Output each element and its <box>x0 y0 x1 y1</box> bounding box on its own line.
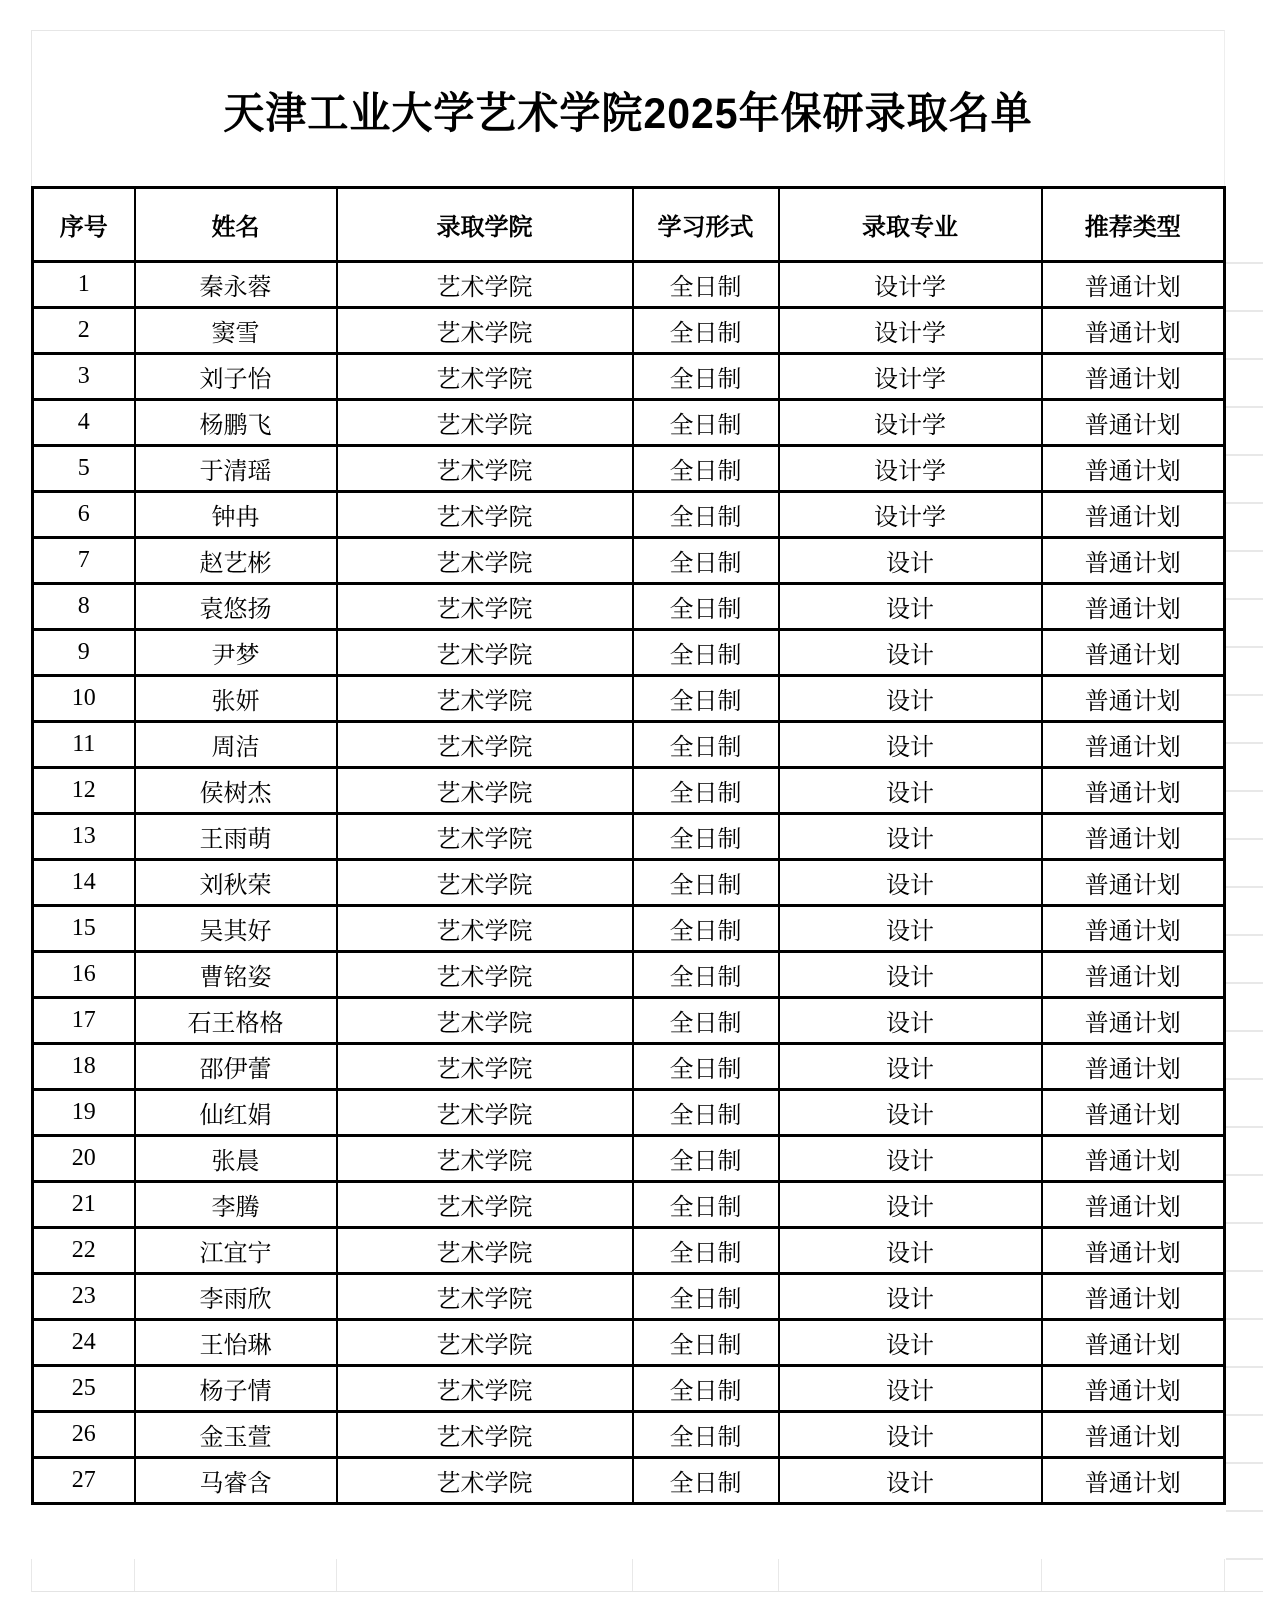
table-cell: 全日制 <box>633 998 779 1044</box>
table-cell: 7 <box>33 538 135 584</box>
table-cell: 普通计划 <box>1042 1274 1225 1320</box>
table-cell: 设计 <box>779 1182 1042 1228</box>
table-cell: 马睿含 <box>135 1458 337 1504</box>
table-cell: 窦雪 <box>135 308 337 354</box>
table-cell: 艺术学院 <box>337 308 633 354</box>
table-row <box>33 1274 1225 1320</box>
column-header-2: 录取学院 <box>337 188 633 262</box>
table-cell: 普通计划 <box>1042 400 1225 446</box>
table-cell: 设计 <box>779 860 1042 906</box>
table-cell: 艺术学院 <box>337 1136 633 1182</box>
table-cell: 设计 <box>779 1274 1042 1320</box>
table-cell: 张晨 <box>135 1136 337 1182</box>
table-row <box>33 1136 1225 1182</box>
table-cell: 15 <box>33 906 135 952</box>
table-cell: 设计 <box>779 538 1042 584</box>
table-cell: 19 <box>33 1090 135 1136</box>
gridline-continuation <box>1226 262 1263 1560</box>
table-cell: 艺术学院 <box>337 676 633 722</box>
table-cell: 设计 <box>779 998 1042 1044</box>
table-cell: 普通计划 <box>1042 906 1225 952</box>
column-header-1: 姓名 <box>135 188 337 262</box>
table-cell: 设计 <box>779 814 1042 860</box>
empty-cell <box>337 1559 633 1591</box>
table-cell: 设计 <box>779 1228 1042 1274</box>
table-cell: 张妍 <box>135 676 337 722</box>
table-cell: 14 <box>33 860 135 906</box>
table-cell: 设计 <box>779 1136 1042 1182</box>
table-cell: 设计学 <box>779 354 1042 400</box>
table-cell: 全日制 <box>633 1320 779 1366</box>
table-cell: 周洁 <box>135 722 337 768</box>
table-cell: 王雨萌 <box>135 814 337 860</box>
table-row <box>33 308 1225 354</box>
table-cell: 袁悠扬 <box>135 584 337 630</box>
table-row <box>33 998 1225 1044</box>
table-cell: 普通计划 <box>1042 998 1225 1044</box>
table-cell: 艺术学院 <box>337 584 633 630</box>
table-cell: 艺术学院 <box>337 1274 633 1320</box>
table-cell: 12 <box>33 768 135 814</box>
table-cell: 全日制 <box>633 906 779 952</box>
empty-cell <box>779 1559 1042 1591</box>
table-cell: 普通计划 <box>1042 1412 1225 1458</box>
table-cell: 普通计划 <box>1042 860 1225 906</box>
table-cell: 设计 <box>779 1412 1042 1458</box>
table-cell: 23 <box>33 1274 135 1320</box>
table-cell: 金玉萱 <box>135 1412 337 1458</box>
table-cell: 普通计划 <box>1042 1136 1225 1182</box>
table-cell: 江宜宁 <box>135 1228 337 1274</box>
table-cell: 20 <box>33 1136 135 1182</box>
table-cell: 艺术学院 <box>337 814 633 860</box>
table-cell: 普通计划 <box>1042 538 1225 584</box>
table-cell: 王怡琳 <box>135 1320 337 1366</box>
table-cell: 17 <box>33 998 135 1044</box>
table-cell: 艺术学院 <box>337 1044 633 1090</box>
table-cell: 设计学 <box>779 446 1042 492</box>
table-cell: 6 <box>33 492 135 538</box>
table-cell: 侯树杰 <box>135 768 337 814</box>
table-cell: 艺术学院 <box>337 998 633 1044</box>
title-block <box>31 30 1225 187</box>
table-row <box>33 538 1225 584</box>
table-cell: 艺术学院 <box>337 354 633 400</box>
table-cell: 13 <box>33 814 135 860</box>
empty-cell <box>633 1559 779 1591</box>
page-title: 天津工业大学艺术学院2025年保研录取名单 <box>223 88 1033 137</box>
table-cell: 艺术学院 <box>337 400 633 446</box>
table-cell: 设计 <box>779 584 1042 630</box>
table-cell: 设计 <box>779 906 1042 952</box>
table-cell: 设计学 <box>779 262 1042 308</box>
table-cell: 9 <box>33 630 135 676</box>
table-cell: 艺术学院 <box>337 1090 633 1136</box>
table-cell: 艺术学院 <box>337 1320 633 1366</box>
table-row <box>33 1320 1225 1366</box>
table-cell: 设计 <box>779 1320 1042 1366</box>
table-cell: 27 <box>33 1458 135 1504</box>
table-row <box>33 952 1225 998</box>
table-row <box>33 1044 1225 1090</box>
table-cell: 全日制 <box>633 446 779 492</box>
table-row <box>33 906 1225 952</box>
table-cell: 设计学 <box>779 492 1042 538</box>
table-row <box>33 814 1225 860</box>
table-cell: 全日制 <box>633 952 779 998</box>
table-cell: 2 <box>33 308 135 354</box>
table-row <box>33 262 1225 308</box>
table-cell: 全日制 <box>633 1182 779 1228</box>
table-cell: 全日制 <box>633 1044 779 1090</box>
table-cell: 艺术学院 <box>337 1228 633 1274</box>
table-cell: 设计 <box>779 1090 1042 1136</box>
table-cell: 普通计划 <box>1042 1228 1225 1274</box>
table-cell: 艺术学院 <box>337 1412 633 1458</box>
table-cell: 10 <box>33 676 135 722</box>
table-row <box>33 446 1225 492</box>
table-cell: 普通计划 <box>1042 722 1225 768</box>
table-cell: 设计学 <box>779 308 1042 354</box>
table-body <box>33 262 1225 1504</box>
table-cell: 普通计划 <box>1042 768 1225 814</box>
table-cell: 全日制 <box>633 584 779 630</box>
table-row <box>33 354 1225 400</box>
table-row <box>33 400 1225 446</box>
table-cell: 3 <box>33 354 135 400</box>
table-cell: 普通计划 <box>1042 354 1225 400</box>
column-header-5: 推荐类型 <box>1042 188 1225 262</box>
table-cell: 全日制 <box>633 538 779 584</box>
table-cell: 刘子怡 <box>135 354 337 400</box>
table-cell: 5 <box>33 446 135 492</box>
table-cell: 艺术学院 <box>337 722 633 768</box>
header-row <box>33 188 1225 262</box>
table-cell: 艺术学院 <box>337 860 633 906</box>
table-cell: 李腾 <box>135 1182 337 1228</box>
empty-cell <box>135 1559 337 1591</box>
table-row <box>33 860 1225 906</box>
table-cell: 普通计划 <box>1042 630 1225 676</box>
table-cell: 艺术学院 <box>337 538 633 584</box>
table-cell: 全日制 <box>633 308 779 354</box>
table-cell: 8 <box>33 584 135 630</box>
table-cell: 设计 <box>779 1458 1042 1504</box>
table-cell: 全日制 <box>633 860 779 906</box>
table-cell: 全日制 <box>633 262 779 308</box>
table-row <box>33 492 1225 538</box>
table-cell: 普通计划 <box>1042 1320 1225 1366</box>
empty-cell <box>32 1559 135 1591</box>
table-cell: 普通计划 <box>1042 1044 1225 1090</box>
table-cell: 11 <box>33 722 135 768</box>
table-cell: 杨鹏飞 <box>135 400 337 446</box>
table-row <box>33 1182 1225 1228</box>
table-cell: 普通计划 <box>1042 492 1225 538</box>
empty-cell <box>1225 1559 1263 1591</box>
table-cell: 仙红娟 <box>135 1090 337 1136</box>
empty-cell <box>1042 1559 1225 1591</box>
table-cell: 普通计划 <box>1042 262 1225 308</box>
table-cell: 秦永蓉 <box>135 262 337 308</box>
table-cell: 尹梦 <box>135 630 337 676</box>
table-cell: 26 <box>33 1412 135 1458</box>
table-cell: 全日制 <box>633 400 779 446</box>
table-row <box>33 1366 1225 1412</box>
table-row <box>33 630 1225 676</box>
table-row <box>33 1228 1225 1274</box>
table-cell: 16 <box>33 952 135 998</box>
table-cell: 艺术学院 <box>337 262 633 308</box>
table-cell: 刘秋荣 <box>135 860 337 906</box>
table-cell: 普通计划 <box>1042 1458 1225 1504</box>
table-cell: 普通计划 <box>1042 1366 1225 1412</box>
table-cell: 全日制 <box>633 1412 779 1458</box>
table-cell: 杨子情 <box>135 1366 337 1412</box>
table-cell: 赵艺彬 <box>135 538 337 584</box>
table-row <box>33 1090 1225 1136</box>
table-cell: 普通计划 <box>1042 308 1225 354</box>
table-cell: 设计 <box>779 768 1042 814</box>
table-cell: 艺术学院 <box>337 952 633 998</box>
table-cell: 全日制 <box>633 1458 779 1504</box>
table-cell: 设计 <box>779 676 1042 722</box>
table-cell: 艺术学院 <box>337 446 633 492</box>
table-cell: 石王格格 <box>135 998 337 1044</box>
table-cell: 设计 <box>779 630 1042 676</box>
table-cell: 22 <box>33 1228 135 1274</box>
table-cell: 普通计划 <box>1042 1182 1225 1228</box>
table-cell: 吴其好 <box>135 906 337 952</box>
table-cell: 艺术学院 <box>337 1366 633 1412</box>
table-cell: 设计 <box>779 722 1042 768</box>
table-cell: 1 <box>33 262 135 308</box>
table-cell: 艺术学院 <box>337 1182 633 1228</box>
table-cell: 普通计划 <box>1042 676 1225 722</box>
table-cell: 艺术学院 <box>337 768 633 814</box>
table-cell: 普通计划 <box>1042 1090 1225 1136</box>
table-cell: 全日制 <box>633 768 779 814</box>
table-cell: 全日制 <box>633 1274 779 1320</box>
table-cell: 全日制 <box>633 722 779 768</box>
table-cell: 于清瑶 <box>135 446 337 492</box>
table-row <box>33 722 1225 768</box>
table-row <box>33 1458 1225 1504</box>
table-cell: 艺术学院 <box>337 1458 633 1504</box>
table-cell: 全日制 <box>633 1228 779 1274</box>
table-cell: 全日制 <box>633 1136 779 1182</box>
table-cell: 设计 <box>779 1366 1042 1412</box>
table-cell: 设计 <box>779 952 1042 998</box>
table-row <box>33 584 1225 630</box>
table-cell: 全日制 <box>633 676 779 722</box>
table-row <box>33 676 1225 722</box>
table-cell: 全日制 <box>633 630 779 676</box>
table-cell: 24 <box>33 1320 135 1366</box>
table-cell: 曹铭姿 <box>135 952 337 998</box>
table-cell: 25 <box>33 1366 135 1412</box>
table-cell: 钟冉 <box>135 492 337 538</box>
table-cell: 全日制 <box>633 492 779 538</box>
table-cell: 全日制 <box>633 1090 779 1136</box>
table-cell: 艺术学院 <box>337 906 633 952</box>
table-row <box>33 768 1225 814</box>
column-header-3: 学习形式 <box>633 188 779 262</box>
table-cell: 普通计划 <box>1042 952 1225 998</box>
column-header-4: 录取专业 <box>779 188 1042 262</box>
table-cell: 艺术学院 <box>337 630 633 676</box>
table-cell: 全日制 <box>633 814 779 860</box>
table-cell: 普通计划 <box>1042 446 1225 492</box>
table-cell: 李雨欣 <box>135 1274 337 1320</box>
table-cell: 18 <box>33 1044 135 1090</box>
table-cell: 设计 <box>779 1044 1042 1090</box>
table-cell: 普通计划 <box>1042 814 1225 860</box>
table-cell: 邵伊蕾 <box>135 1044 337 1090</box>
column-header-0: 序号 <box>33 188 135 262</box>
table-cell: 普通计划 <box>1042 584 1225 630</box>
table-cell: 设计学 <box>779 400 1042 446</box>
empty-spreadsheet-row <box>31 1559 1263 1592</box>
table-row <box>33 1412 1225 1458</box>
table-header <box>33 188 1225 262</box>
table-cell: 艺术学院 <box>337 492 633 538</box>
table-cell: 全日制 <box>633 354 779 400</box>
table-cell: 全日制 <box>633 1366 779 1412</box>
table-cell: 21 <box>33 1182 135 1228</box>
admission-roster-table <box>31 186 1226 1505</box>
table-cell: 4 <box>33 400 135 446</box>
